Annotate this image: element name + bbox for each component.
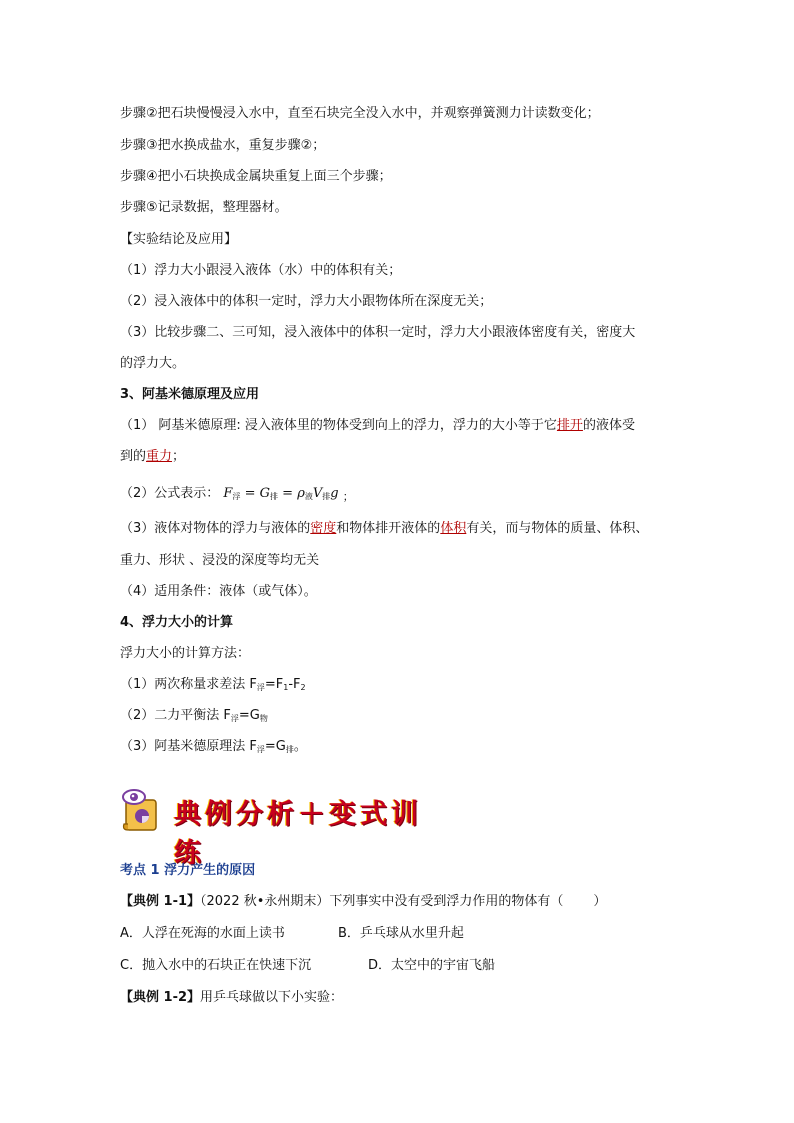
calc-method-1: （1）两次称量求差法 $F_浮=F_1-F_2$ — [120, 677, 306, 692]
conclusion-3a: （3）比较步骤二、三可知，浸入液体中的体积一定时，浮力大小跟液体密度有关，密度大 — [120, 325, 636, 340]
question-tag: 【典例 1-2】 — [120, 990, 201, 1005]
option-b: B．乒乓球从水里升起 — [338, 926, 464, 941]
question-tag: 【典例 1-1】 — [120, 894, 201, 909]
keyword-zhongli: 重力 — [146, 449, 173, 464]
calc-intro: 浮力大小的计算方法： — [120, 646, 251, 661]
calc-heading: 4、浮力大小的计算 — [120, 615, 234, 630]
question-1-1: 【典例 1-1】（2022 秋•永州期末）下列事实中没有受到浮力作用的物体有（ ） — [120, 894, 607, 909]
topic-heading: 考点 1 浮力产生的原因 — [120, 863, 256, 878]
archimedes-principle-line2: 到的重力； — [120, 449, 186, 464]
keyword-midu: 密度 — [310, 521, 337, 536]
archimedes-3-line2: 重力、形状 、浸没的深度等均无关 — [120, 553, 320, 568]
step-3: 步骤③把水换成盐水，重复步骤②； — [120, 138, 326, 153]
banner-title: 典例分析＋变式训练 — [174, 799, 422, 869]
archimedes-heading: 3、阿基米德原理及应用 — [120, 387, 260, 402]
keyword-tiji: 体积 — [440, 521, 467, 536]
scroll-eye-icon — [118, 786, 170, 834]
conclusion-heading: 【实验结论及应用】 — [120, 232, 238, 247]
conclusion-3b: 的浮力大。 — [120, 356, 186, 371]
section-banner — [118, 786, 448, 869]
calc-method-2: （2）二力平衡法 $F_浮=G_物$ — [120, 708, 268, 723]
formula-line: （2）公式表示： $F_浮 = G_排 = \rho_液V_排g$ $_;$ — [120, 486, 354, 503]
options-row-2 — [120, 957, 496, 975]
step-5: 步骤⑤记录数据，整理器材。 — [120, 200, 288, 215]
option-a: A．人浮在死海的水面上读书 — [120, 926, 285, 941]
options-row-1 — [120, 925, 464, 943]
step-2: 步骤②把石块慢慢浸入水中，直至石块完全没入水中，并观察弹簧测力计读数变化； — [120, 106, 600, 121]
archimedes-3-line1: （3）液体对物体的浮力与液体的密度和物体排开液体的体积有关，而与物体的质量、体积、 — [120, 521, 649, 536]
archimedes-principle-line1: （1） 阿基米德原理: 浸入液体里的物体受到向上的浮力，浮力的大小等于它排开的液体受 — [120, 418, 635, 433]
option-c: C．抛入水中的石块正在快速下沉 — [120, 958, 312, 973]
question-1-2: 【典例 1-2】用乒乓球做以下小实验： — [120, 990, 344, 1005]
calc-method-3: （3）阿基米德原理法 $F_浮=G_排$。 — [120, 739, 307, 754]
conclusion-2: （2）浸入液体中的体积一定时，浮力大小跟物体所在深度无关； — [120, 294, 493, 309]
keyword-paikai: 排开 — [556, 418, 583, 433]
question-source: （2022 秋•永州期末） — [200, 894, 330, 909]
buoyancy-formula: $F_浮 = G_排 = \rho_液V_排g$ — [223, 486, 339, 501]
conclusion-1: （1）浮力大小跟浸入液体（水）中的体积有关； — [120, 263, 402, 278]
archimedes-4: （4）适用条件：液体（或气体）。 — [120, 584, 317, 599]
step-4: 步骤④把小石块换成金属块重复上面三个步骤； — [120, 169, 392, 184]
option-d: D．太空中的宇宙飞船 — [368, 958, 496, 973]
